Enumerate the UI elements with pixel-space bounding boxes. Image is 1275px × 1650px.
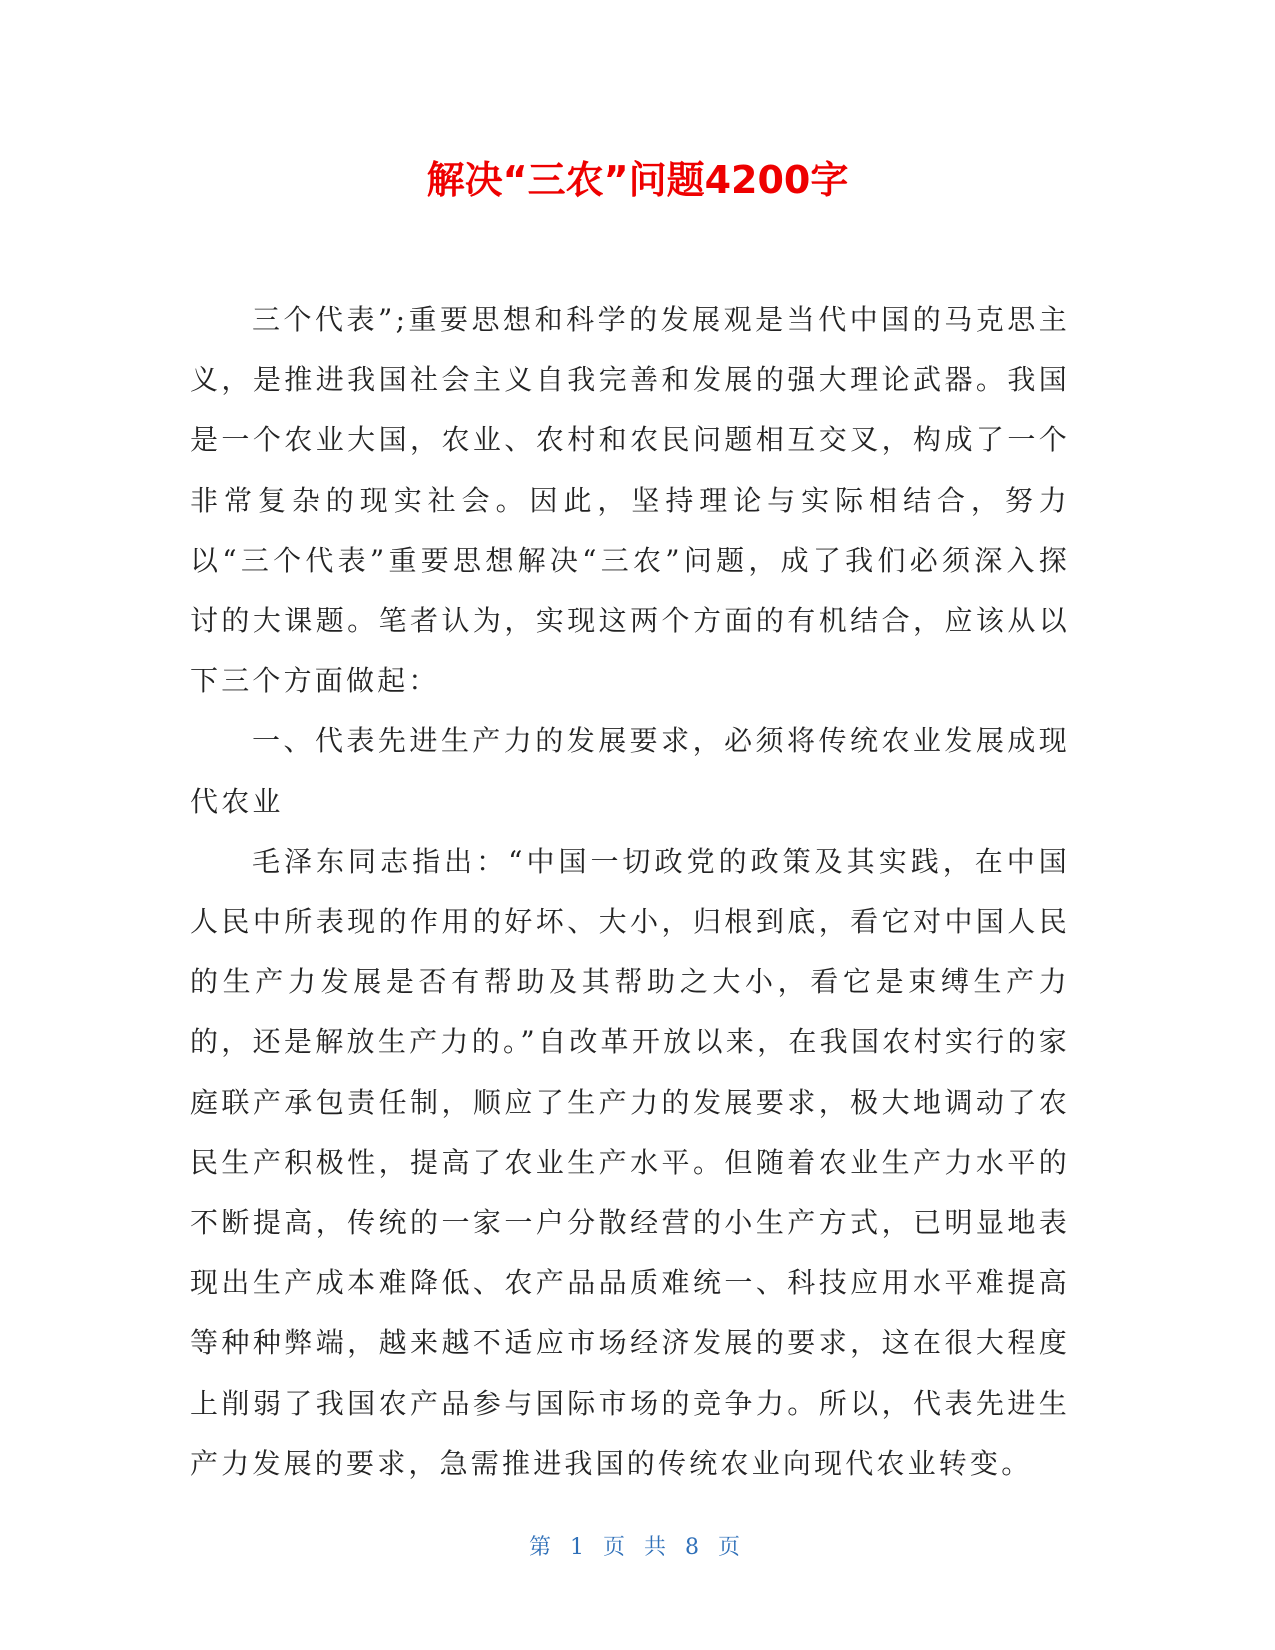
paragraph-intro: 三个代表”;重要思想和科学的发展观是当代中国的马克思主义，是推进我国社会主义自我完善和发展的强大理论武器。我国是一个农业大国，农业、农村和农民问题相互交叉，构成了一个非常复杂的现实社会。因此，坚持理论与实际相结合，努力以“三个代表”重要思想解决“三农”问题，成了我们必须深入探讨的大课题。笔者认为，实现这两个方面的有机结合，应该从以下三个方面做起： bbox=[190, 303, 1070, 698]
page-footer: 第 1 页 共 8 页 bbox=[529, 1535, 746, 1560]
paragraph-section-heading: 一、代表先进生产力的发展要求，必须将传统农业发展成现代农业 bbox=[190, 724, 1070, 818]
document-body bbox=[190, 290, 1070, 1494]
paragraph-mao-quote: 毛泽东同志指出：“中国一切政党的政策及其实践，在中国人民中所表现的作用的好坏、大小，归根到底，看它对中国人民的生产力发展是否有帮助及其帮助之大小，看它是束缚生产力的，还是解放生产力的。”自改革开放以来，在我国农村实行的家庭联产承包责任制，顺应了生产力的发展要求，极大地调动了农民生产积极性，提高了农业生产水平。但随着农业生产力水平的不断提高，传统的一家一户分散经营的小生产方式，已明显地表现出生产成本难降低、农产品品质难统一、科技应用水平难提高等种种弊端，越来越不适应市场经济发展的要求，这在很大程度上削弱了我国农产品参与国际市场的竞争力。所以，代表先进生产力发展的要求，急需推进我国的传统农业向现代农业转变。 bbox=[190, 844, 1070, 1480]
document-title: 解决“三农”问题4200字 bbox=[426, 158, 849, 202]
